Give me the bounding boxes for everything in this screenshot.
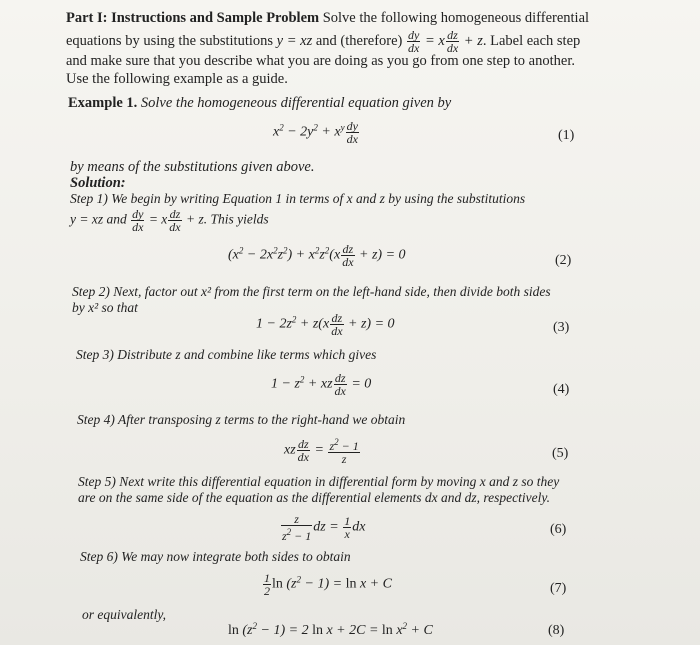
equation-number-7: (7) xyxy=(550,581,567,596)
or-equivalently: or equivalently, xyxy=(82,607,166,622)
intro-line-1: Part I: Instructions and Sample Problem Solve the following homogeneous differential xyxy=(66,10,590,26)
intro-line-2: equations by using the substitutions y = xz and (therefore) $\frac{dy}{dx}$ = x $\frac{dz}{dx}$ + z. Label each step xyxy=(66,28,581,55)
equation-7: $\frac{1}{2}$ $\ln (z^2 - 1) = \ln x + C$ xyxy=(264,571,392,598)
step3-line: Step 3) Distribute z and combine like terms which gives xyxy=(76,347,377,362)
step2-line-1: Step 2) Next, factor out x² from the first term on the left-hand side, then divide both sides xyxy=(72,284,551,299)
equation-6: $\frac{z}{z^2 - 1}$ dz = $\frac{1}{x}$ dx xyxy=(282,512,366,543)
step2-line-2: by x² so that xyxy=(72,300,138,315)
solution-label: Solution: xyxy=(70,175,126,191)
equation-number-6: (6) xyxy=(550,522,567,537)
by-means-text: by means of the substitutions given above. xyxy=(70,159,315,175)
intro-line-4: Use the following example as a guide. xyxy=(66,71,288,87)
equation-number-2: (2) xyxy=(555,253,572,268)
equation-5: xz $\frac{dz}{dx}$ = $\frac{z^2 - 1}{z}$ xyxy=(284,437,359,466)
step1-line-1: Step 1) We begin by writing Equation 1 in terms of x and z by using the substitutions xyxy=(70,191,526,206)
intro-line-3: and make sure that you describe what you are doing as you go from one step to another. xyxy=(66,53,575,69)
step5-line-1: Step 5) Next write this differential equation in differential form by moving x and z so they xyxy=(78,474,560,489)
equation-4: $1 - z^2$ + xz $\frac{dz}{dx}$ = 0 xyxy=(271,371,372,398)
equation-number-8: (8) xyxy=(548,623,565,638)
example-heading: Example 1. Solve the homogeneous differential equation given by xyxy=(68,95,452,111)
equation-number-3: (3) xyxy=(553,320,570,335)
equation-1: $x^2 - 2y^2 + x^y$ $\frac{dy}{dx}$ xyxy=(273,119,358,146)
equation-number-1: (1) xyxy=(558,128,575,143)
step1-line-2: y = xz and $\frac{dy}{dx}$ = x $\frac{dz}{dx}$ + z. This yields xyxy=(70,207,269,234)
part-title: Part I: Instructions and Sample Problem xyxy=(66,10,320,26)
equation-2: $(x^2 - 2x^2z^2) + x^2z^2(x$ $\frac{dz}{dx}$ + z) = 0 xyxy=(228,242,406,269)
equation-number-5: (5) xyxy=(552,446,569,461)
equation-number-4: (4) xyxy=(553,382,570,397)
step5-line-2: are on the same side of the equation as the differential elements dx and dz, respectively. xyxy=(78,490,551,505)
equation-3: $1 - 2z^2 + z(x$ $\frac{dz}{dx}$ + z) = 0 xyxy=(256,311,395,338)
step4-line: Step 4) After transposing z terms to the right-hand we obtain xyxy=(77,412,406,427)
step6-line: Step 6) We may now integrate both sides to obtain xyxy=(80,549,351,564)
equation-8: $\ln (z^2 - 1) = 2$ $\ln x + 2C = \ln x^2 + C$ xyxy=(228,621,433,638)
